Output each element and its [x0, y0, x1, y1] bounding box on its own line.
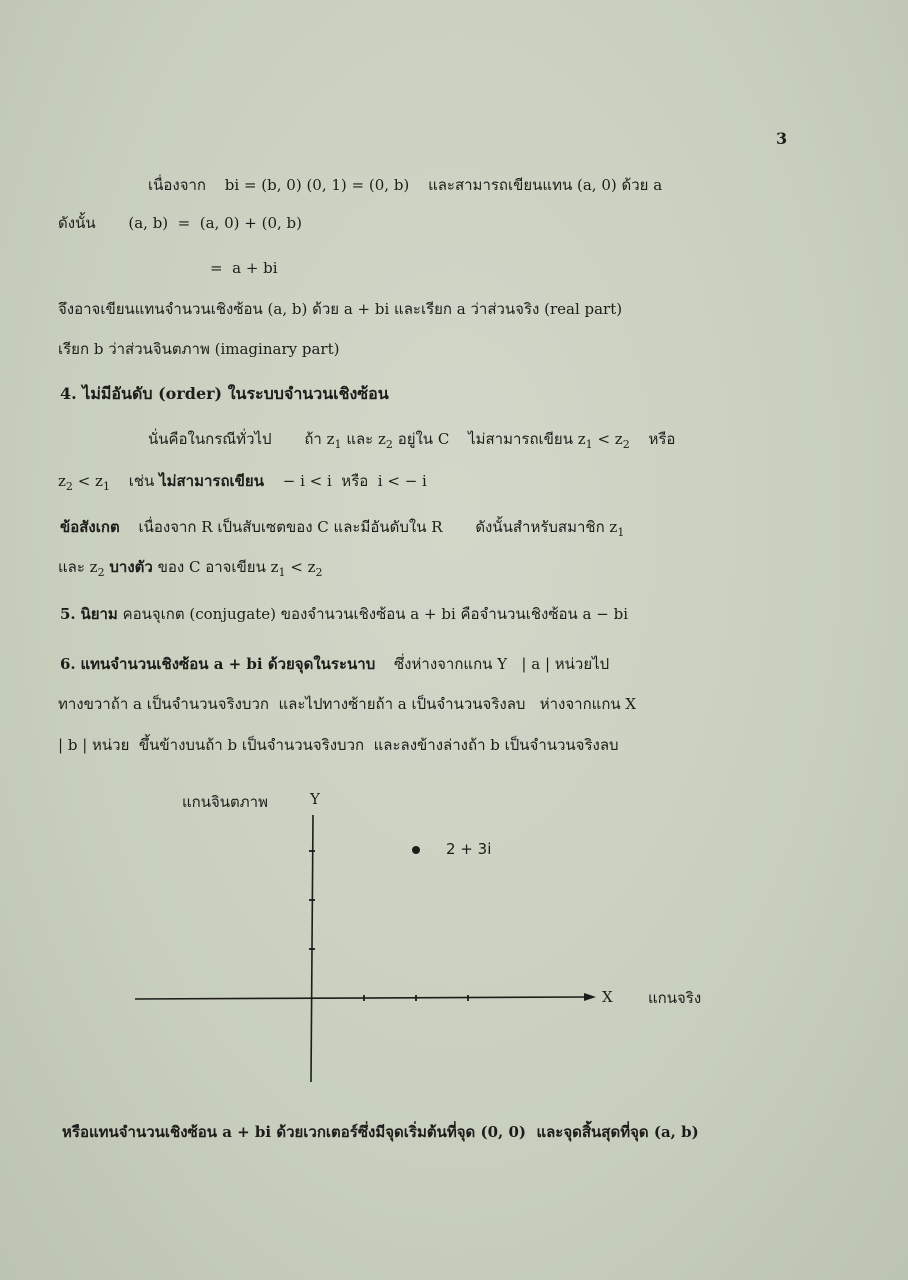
section-number: 4. — [60, 384, 77, 403]
text-segment: ดังนั้น — [58, 214, 96, 232]
text-segment: และสามารถเขียนแทน (a, 0) ด้วย a — [428, 176, 663, 194]
subscript: 2 — [65, 480, 73, 493]
text-segment: เช่น — [128, 472, 155, 490]
equation: − i < i หรือ i < − i — [282, 472, 427, 490]
subscript: 2 — [97, 566, 105, 579]
text-segment: บางตัว — [109, 558, 153, 576]
x-axis-title: แกนจริง — [648, 989, 702, 1007]
axis-ticks — [309, 851, 468, 1001]
text-segment: นั่นคือในกรณีทั่วไป — [148, 430, 272, 448]
subscript: 1 — [102, 480, 110, 493]
text-line-15 — [62, 1121, 699, 1143]
text-segment: < z — [77, 472, 103, 490]
text-segment: จึงอาจเขียนแทนจำนวนเชิงซ้อน (a, b) ด้วย a + bi และเรียก a ว่าส่วนจริง (real part) — [58, 300, 623, 318]
text-segment: ไม่สามารถเขียน — [159, 472, 264, 490]
y-axis-title: แกนจินตภาพ — [182, 793, 268, 811]
text-segment: เนื่องจาก R เป็นสับเซตของ C และมีอันดับใน R — [138, 518, 443, 536]
subscript: 1 — [278, 566, 286, 579]
x-axis-letter: X — [602, 988, 613, 1006]
section-title: ไม่มีอันดับ (order) ในระบบจำนวนเชิงซ้อน — [82, 384, 389, 403]
text-segment: z — [58, 472, 66, 490]
text-segment: หรือ — [648, 430, 676, 448]
definition-label: นิยาม — [80, 605, 118, 623]
x-axis-line — [135, 997, 588, 999]
text-segment: และ z — [346, 430, 386, 448]
subscript: 1 — [334, 438, 342, 451]
text-segment: ดังนั้นสำหรับสมาชิก z — [475, 518, 618, 536]
plotted-point — [412, 846, 420, 854]
text-segment: เนื่องจาก — [148, 176, 207, 194]
text-segment: | b | หน่วย ขึ้นข้างบนถ้า b เป็นจำนวนจริงบวก และลงข้างล่างถ้า b เป็นจำนวนจริงลบ — [58, 736, 619, 754]
text-segment: ถ้า z — [304, 430, 335, 448]
section-number: 6. — [60, 655, 76, 673]
equation: bi = (b, 0) (0, 1) = (0, b) — [224, 176, 410, 194]
section-title: แทนจำนวนเชิงซ้อน a + bi ด้วยจุดในระนาบ — [80, 655, 376, 673]
text-segment: อยู่ใน C — [397, 430, 450, 448]
subscript: 1 — [585, 438, 593, 451]
text-segment: หรือแทนจำนวนเชิงซ้อน a + bi ด้วยเวกเตอร์ซึ่งมีจุดเริ่มต้นที่จุด (0, 0) และจุดสิ้นสุดที่จุด (a, b) — [62, 1123, 699, 1141]
subscript: 2 — [622, 438, 630, 451]
subscript: 1 — [617, 526, 625, 539]
text-segment: ซึ่งห่างจากแกน Y | a | หน่วยไป — [394, 655, 610, 673]
x-axis-arrow — [584, 993, 596, 1001]
text-segment: < z — [597, 430, 623, 448]
y-axis-letter: Y — [310, 790, 320, 808]
note-label: ข้อสังเกต — [60, 518, 120, 536]
text-segment: ไม่สามารถเขียน z — [468, 430, 586, 448]
text-segment: ของ C อาจเขียน z — [157, 558, 279, 576]
text-segment: เรียก b ว่าส่วนจินตภาพ (imaginary part) — [58, 340, 340, 358]
subscript: 2 — [385, 438, 393, 451]
subscript: 2 — [315, 566, 323, 579]
section-number: 5. — [60, 605, 76, 623]
page-number: 3 — [776, 129, 788, 148]
equation: (a, b) = (a, 0) + (0, b) — [128, 214, 303, 232]
equation: = a + bi — [210, 259, 278, 277]
text-segment: คอนจุเกต (conjugate) ของจำนวนเชิงซ้อน a + bi คือจำนวนเชิงซ้อน a − bi — [122, 605, 628, 623]
point-label: 2 + 3i — [446, 840, 492, 858]
text-segment: และ z — [58, 558, 98, 576]
text-segment: < z — [290, 558, 316, 576]
text-segment: ทางขวาถ้า a เป็นจำนวนจริงบวก และไปทางซ้ายถ้า a เป็นจำนวนจริงลบ ห่างจากแกน X — [58, 695, 637, 713]
